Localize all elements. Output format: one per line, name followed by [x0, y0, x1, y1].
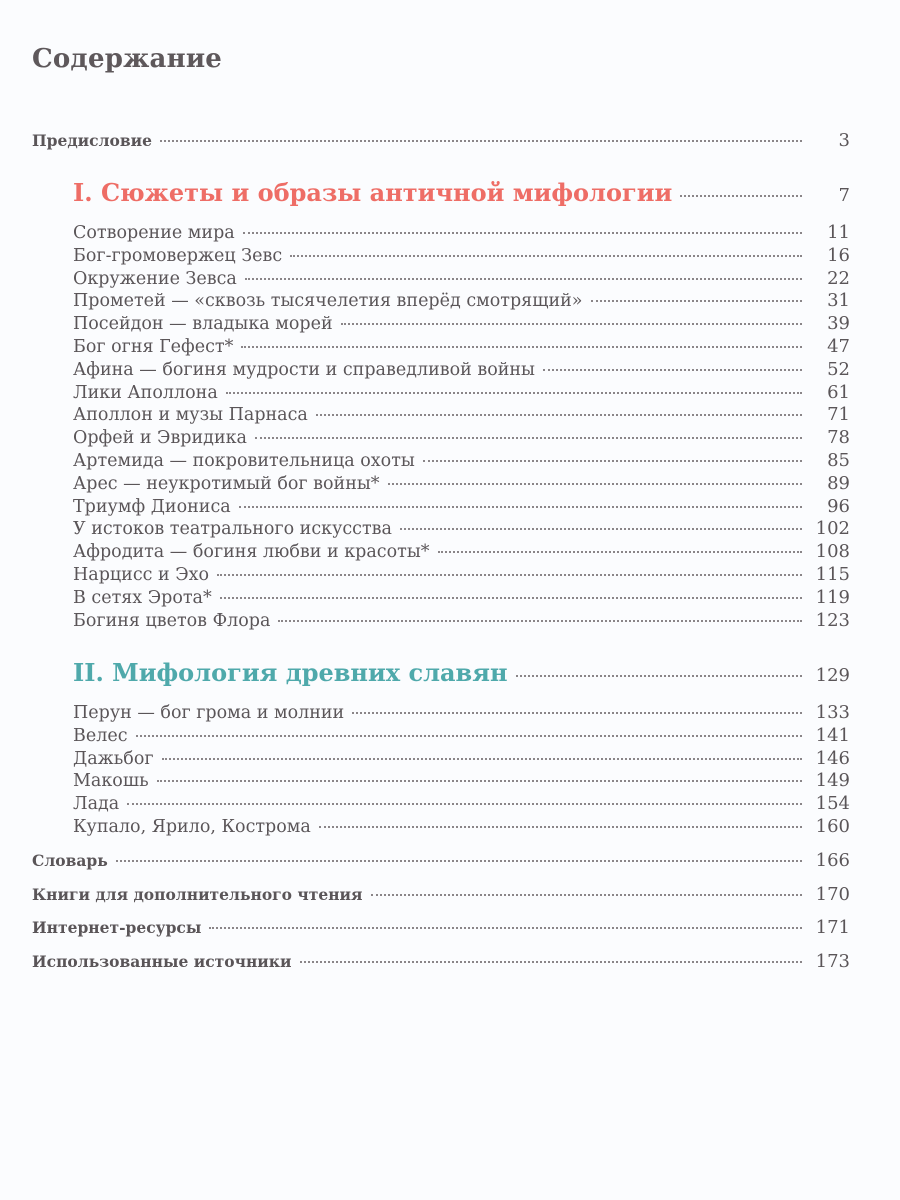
- dot-leader: [423, 459, 802, 462]
- toc-entry[interactable]: [73, 610, 850, 631]
- toc-entry[interactable]: [73, 427, 850, 448]
- toc-entry-label: Орфей и Эвридика: [73, 428, 247, 449]
- toc-entry-label: Прометей — «сквозь тысячелетия вперёд смотрящий»: [73, 291, 583, 312]
- toc-entry[interactable]: [73, 450, 850, 471]
- dot-leader: [162, 757, 802, 760]
- dot-leader: [341, 322, 802, 325]
- toc-page-number: 52: [827, 358, 850, 380]
- dot-leader: [388, 482, 802, 485]
- toc-entry[interactable]: [73, 473, 850, 494]
- dot-leader: [239, 505, 802, 508]
- toc-entry-label: Окружение Зевса: [73, 268, 237, 289]
- toc-entry[interactable]: [73, 404, 850, 425]
- dot-leader: [160, 139, 802, 142]
- toc-page-number: 108: [815, 541, 850, 563]
- dot-leader: [516, 674, 802, 677]
- dot-leader: [241, 345, 802, 348]
- toc-entry-label: Афродита — богиня любви и красоты*: [73, 542, 430, 563]
- toc-entry[interactable]: [73, 313, 850, 334]
- toc-page-number: 149: [815, 770, 850, 792]
- toc-entry[interactable]: [73, 290, 850, 311]
- toc-entry[interactable]: [73, 518, 850, 539]
- dot-leader: [220, 596, 802, 599]
- toc-page-number: 47: [827, 336, 850, 357]
- toc-entry[interactable]: [73, 725, 850, 746]
- toc-entry[interactable]: [73, 702, 850, 723]
- toc-page-number: 85: [827, 450, 850, 471]
- toc-entry[interactable]: [73, 382, 850, 403]
- toc-section-2[interactable]: [73, 658, 850, 687]
- dot-leader: [116, 859, 802, 862]
- toc-page-number: 71: [827, 404, 850, 426]
- dot-leader: [243, 231, 802, 234]
- dot-leader: [680, 194, 802, 197]
- toc-entry-label: Богиня цветов Флора: [73, 610, 271, 631]
- dot-leader: [591, 299, 802, 302]
- toc-entry-label: Бог-громовержец Зевс: [73, 245, 283, 266]
- toc-entry-label: Афина — богиня мудрости и справедливой войны: [73, 359, 535, 380]
- toc-entry-preface[interactable]: [32, 130, 850, 151]
- toc-page-number: 7: [838, 185, 850, 206]
- toc-entry-label: Аполлон и музы Парнаса: [73, 405, 308, 426]
- dot-leader: [209, 926, 802, 929]
- dot-leader: [543, 368, 802, 371]
- toc-entry-label: Перун — бог грома и молнии: [73, 703, 345, 723]
- toc-page-number: 96: [827, 495, 850, 517]
- toc-page-number: 129: [815, 665, 850, 686]
- toc-entry-label: Книги для дополнительного чтения: [32, 884, 363, 904]
- toc-entry[interactable]: [73, 587, 850, 608]
- toc-entry[interactable]: [73, 222, 850, 243]
- toc-page-number: 22: [827, 267, 850, 289]
- toc-entry-label: Лики Аполлона: [73, 382, 218, 403]
- dot-leader: [278, 619, 802, 622]
- toc-entry-appendix[interactable]: [32, 850, 850, 871]
- toc-page-number: 115: [815, 564, 850, 585]
- toc-page-number: 171: [815, 917, 850, 938]
- toc-page-number: 119: [815, 586, 850, 608]
- toc-page-number: 31: [827, 290, 850, 312]
- toc-page-number: 170: [815, 883, 850, 905]
- dot-leader: [226, 391, 802, 394]
- toc-entry[interactable]: [73, 748, 850, 769]
- dot-leader: [136, 734, 803, 737]
- toc-entry-label: Словарь: [32, 851, 108, 870]
- toc-entry-label: Посейдон — владыка морей: [73, 314, 333, 335]
- toc-page-number: 133: [815, 702, 850, 723]
- toc-page-number: 3: [838, 130, 850, 151]
- dot-leader: [157, 779, 802, 782]
- dot-leader: [371, 893, 803, 896]
- toc-page-number: 154: [815, 793, 850, 815]
- toc-page-number: 78: [827, 427, 850, 449]
- toc-entry[interactable]: [73, 245, 850, 266]
- toc-entry-label: Бог огня Гефест*: [73, 337, 234, 357]
- dot-leader: [290, 254, 802, 257]
- toc-entry-label: У истоков театрального искусства: [73, 519, 392, 540]
- toc-page-number: 89: [827, 472, 850, 494]
- dot-leader: [316, 413, 802, 416]
- dot-leader: [438, 550, 802, 553]
- toc-page-number: 61: [827, 381, 850, 403]
- toc-entry[interactable]: [73, 268, 850, 289]
- dot-leader: [127, 802, 802, 805]
- toc-entry-label: В сетях Эрота*: [73, 587, 212, 608]
- toc-entry-label: Артемида — покровительница охоты: [73, 451, 415, 471]
- toc-page-number: 102: [815, 518, 850, 540]
- dot-leader: [255, 436, 802, 439]
- dot-leader: [352, 711, 802, 714]
- toc-entry-label: Триумф Диониса: [73, 496, 231, 517]
- toc-entry-label: Использованные источники: [32, 951, 292, 971]
- toc-page-number: 39: [827, 313, 850, 335]
- toc-entry[interactable]: [73, 541, 850, 562]
- toc-entry-label: Арес — неукротимый бог войны*: [73, 473, 380, 494]
- dot-leader: [217, 573, 802, 576]
- toc-entry-label: Лада: [73, 794, 120, 815]
- toc-page-number: 123: [815, 609, 850, 631]
- toc-entry-label: Интернет-ресурсы: [32, 918, 202, 937]
- dot-leader: [319, 825, 802, 828]
- toc-entry[interactable]: [73, 336, 850, 357]
- toc-entry[interactable]: [73, 816, 850, 837]
- section-heading: II. Мифология древних славян: [73, 658, 508, 687]
- toc-entry[interactable]: [73, 770, 850, 791]
- toc-entry-appendix[interactable]: [32, 917, 850, 938]
- dot-leader: [245, 277, 802, 280]
- toc-entry-label: Велес: [73, 725, 128, 746]
- toc-page-number: 173: [815, 950, 850, 972]
- section-heading: I. Сюжеты и образы античной мифологии: [73, 178, 673, 207]
- toc-entry-label: Нарцисс и Эхо: [73, 565, 210, 585]
- toc-entry-appendix[interactable]: [32, 884, 850, 905]
- toc-section-1[interactable]: [73, 178, 850, 207]
- toc-entry[interactable]: [73, 793, 850, 814]
- toc-entry-label: Дажьбог: [73, 748, 154, 769]
- toc-page-number: 166: [815, 850, 850, 871]
- toc-entry-label: Купало, Ярило, Кострома: [73, 817, 311, 837]
- dot-leader: [300, 960, 803, 963]
- toc-page-number: 141: [815, 724, 850, 746]
- toc-entry-label: Макошь: [73, 771, 149, 792]
- page-title: Содержание: [32, 44, 223, 74]
- toc-entry[interactable]: [73, 496, 850, 517]
- toc-page-number: 146: [815, 747, 850, 769]
- dot-leader: [400, 527, 802, 530]
- toc-page-number: 11: [827, 222, 850, 243]
- toc-entry[interactable]: [73, 359, 850, 380]
- toc-page-number: 16: [827, 244, 850, 266]
- toc-entry-label: Предисловие: [32, 131, 152, 150]
- toc-entry[interactable]: [73, 564, 850, 585]
- toc-page-number: 160: [815, 816, 850, 837]
- toc-entry-label: Сотворение мира: [73, 223, 235, 243]
- toc-entry-appendix[interactable]: [32, 951, 850, 972]
